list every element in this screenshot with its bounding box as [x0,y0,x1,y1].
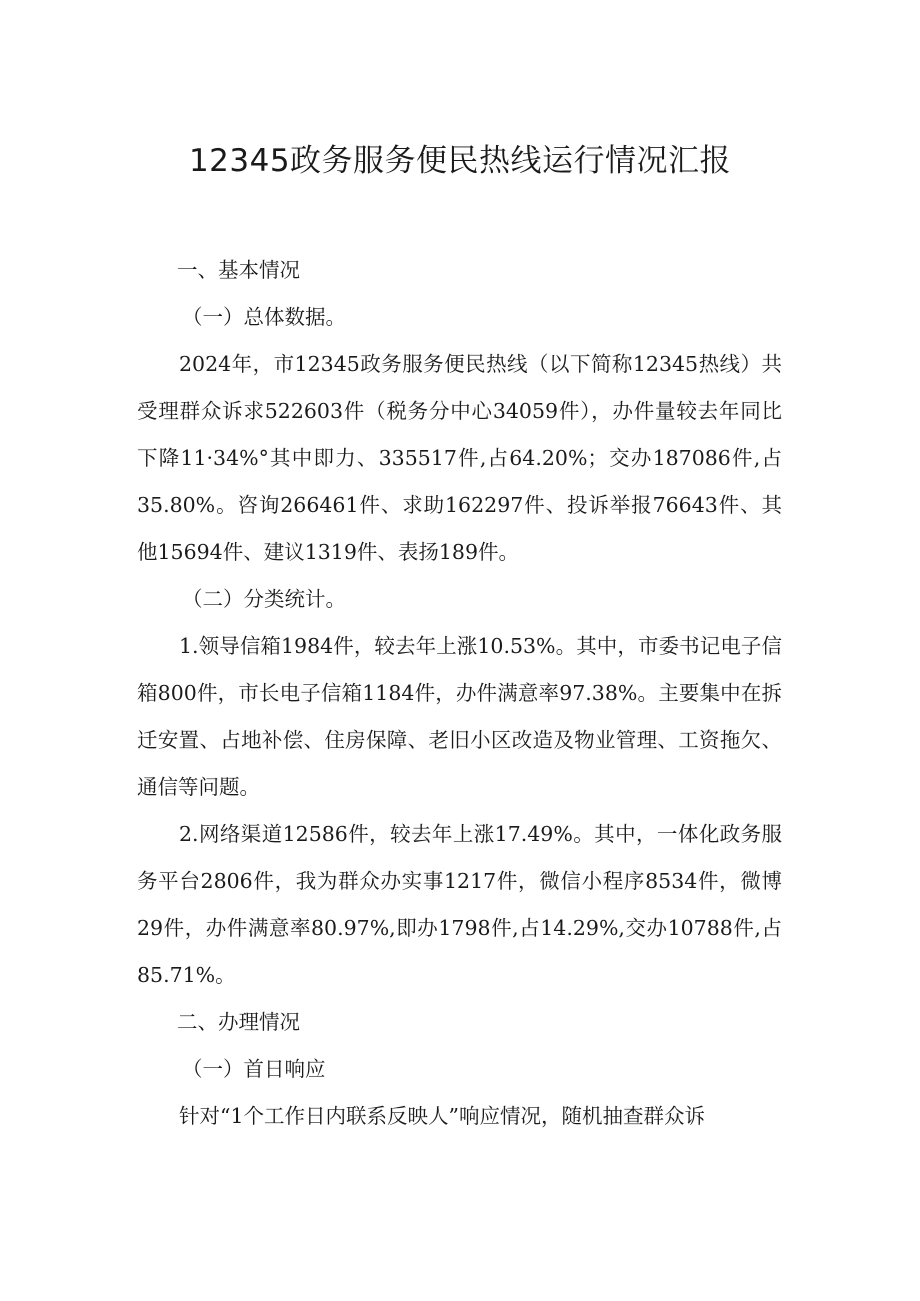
paragraph-network-channel: 2.网络渠道12586件，较去年上涨17.49%。其中，一体化政务服务平台2806件，我为群众办实事1217件，微信小程序8534件，微博29件，办件满意率80.97%,即办1798件,占14.29%,交办10788件,占85.71%。 [137,822,782,987]
document-title: 12345政务服务便民热线运行情况汇报 [188,143,732,179]
paragraph-first-day-response: 针对“1个工作日内联系反映人”响应情况，随机抽查群众诉 [179,1104,706,1128]
section-heading-basic: 一、基本情况 [177,258,300,282]
subsection-heading-category-stats: （二）分类统计。 [182,587,346,611]
subsection-heading-first-day-response: （一）首日响应 [182,1057,326,1081]
paragraph-overall-data: 2024年，市12345政务服务便民热线（以下简称12345热线）共受理群众诉求522603件（税务分中心34059件），办件量较去年同比下降11·34%°其中即力、335517件,占64.20%；交办187086件,占35.80%。咨询266461件、求助162297件、投诉举报76643件、其他15694件、建议1319件、表扬189件。 [137,352,782,564]
document-body [137,247,782,1140]
subsection-heading-overall-data: （一）总体数据。 [182,305,346,329]
section-heading-handling: 二、办理情况 [177,1010,300,1034]
paragraph-leader-mailbox: 1.领导信箱1984件，较去年上涨10.53%。其中，市委书记电子信箱800件，市长电子信箱1184件，办件满意率97.38%。主要集中在拆迁安置、占地补偿、住房保障、老旧小区改造及物业管理、工资拖欠、通信等问题。 [137,634,782,799]
